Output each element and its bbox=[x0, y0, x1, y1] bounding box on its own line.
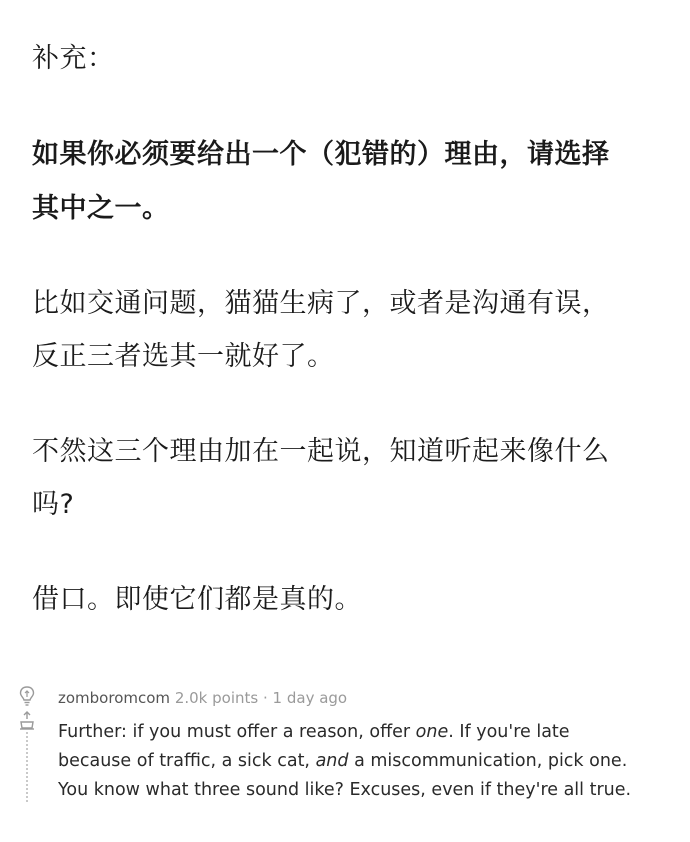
reddit-comment bbox=[14, 684, 676, 814]
bold-line-1: 如果你必须要给出一个（犯错的）理由，请选择 bbox=[32, 139, 610, 170]
comment-author[interactable]: zomboromcom bbox=[58, 689, 171, 707]
comment-line-3: You know what three sound like? Excuses, even if they're all true. bbox=[58, 780, 632, 800]
comment-meta bbox=[58, 687, 347, 709]
paragraph-3-line-1: 不然这三个理由加在一起说，知道听起来像什么 bbox=[32, 436, 610, 467]
comment-line-1: Further: if you must offer a reason, offer one. If you're late bbox=[58, 722, 570, 742]
comment-points: 2.0k points bbox=[174, 689, 259, 707]
comment-line-2: because of traffic, a sick cat, and a miscommunication, pick one. bbox=[58, 751, 628, 771]
comment-body bbox=[58, 718, 668, 805]
supplement-heading: 补充： bbox=[32, 43, 115, 74]
paragraph-3-line-2: 吗? bbox=[32, 489, 75, 520]
meta-separator: · bbox=[262, 689, 268, 707]
upvote-icon[interactable] bbox=[19, 686, 35, 706]
bold-line-2: 其中之一。 bbox=[32, 193, 170, 224]
paragraph-2-line-2: 反正三者选其一就好了。 bbox=[32, 341, 335, 372]
vote-gutter bbox=[14, 684, 40, 810]
thread-line[interactable] bbox=[26, 732, 28, 802]
comment-time: 1 day ago bbox=[272, 689, 348, 707]
paragraph-4-line-1: 借口。即使它们都是真的。 bbox=[32, 584, 362, 615]
downvote-icon[interactable] bbox=[18, 710, 36, 730]
paragraph-2-line-1: 比如交通问题，猫猫生病了，或者是沟通有误， bbox=[32, 288, 610, 319]
